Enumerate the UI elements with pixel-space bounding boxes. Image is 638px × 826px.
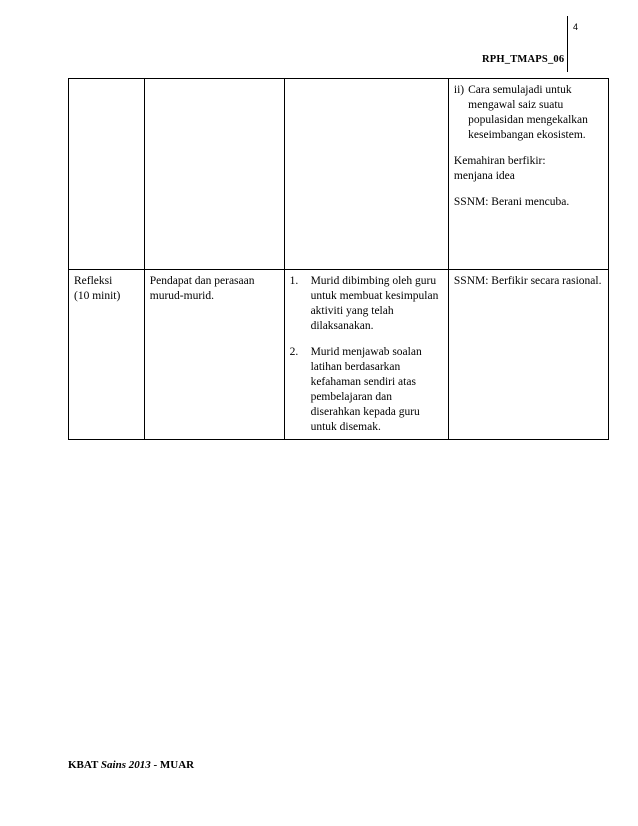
notes-cell <box>448 270 608 440</box>
header-divider <box>567 16 568 72</box>
page-number: 4 <box>573 22 579 32</box>
lesson-plan-table <box>68 78 609 440</box>
ssnm-note: SSNM: Berani mencuba. <box>453 196 570 208</box>
activity-cell <box>284 270 448 440</box>
footer-subject: Sains 2013 <box>100 759 151 771</box>
footer-suffix: - MUAR <box>153 759 195 771</box>
stage-name: Refleksi <box>74 275 113 287</box>
list-item-text: Murid dibimbing oleh guru untuk membuat kesimpulan aktiviti yang telah dilaksanakan. <box>310 275 439 332</box>
list-marker: 2. <box>289 346 299 358</box>
list-item-text: Cara semulajadi untuk mengawal saiz suatu populasidan mengekalkan keseimbangan ekosistem. <box>468 84 588 141</box>
list-marker: 1. <box>289 275 299 287</box>
table-row <box>69 79 609 270</box>
thinking-skill-value: menjana idea <box>453 170 515 182</box>
thinking-skill <box>454 154 604 184</box>
list-item <box>454 83 604 143</box>
list-marker: ii) <box>453 84 465 96</box>
table-row <box>69 270 609 440</box>
list-item <box>290 345 444 435</box>
activity-cell <box>284 79 448 270</box>
content-cell <box>144 79 284 270</box>
page-footer <box>68 759 194 771</box>
ssnm-note: SSNM: Berfikir secara rasional. <box>453 275 602 287</box>
thinking-skill-label: Kemahiran berfikir: <box>453 155 546 167</box>
stage-duration: (10 minit) <box>74 290 121 302</box>
content-text: Pendapat dan perasaan murud-murid. <box>149 275 255 302</box>
list-item <box>290 274 444 334</box>
list-item-text: Murid menjawab soalan latihan berdasarkan kefahaman sendiri atas pembelajaran dan diserahkan kepada guru untuk disemak. <box>310 346 422 433</box>
notes-cell <box>448 79 608 270</box>
content-cell <box>144 270 284 440</box>
stage-cell <box>69 270 145 440</box>
footer-prefix: KBAT <box>68 759 99 771</box>
document-code: RPH_TMAPS_06 <box>482 54 565 65</box>
stage-cell <box>69 79 145 270</box>
